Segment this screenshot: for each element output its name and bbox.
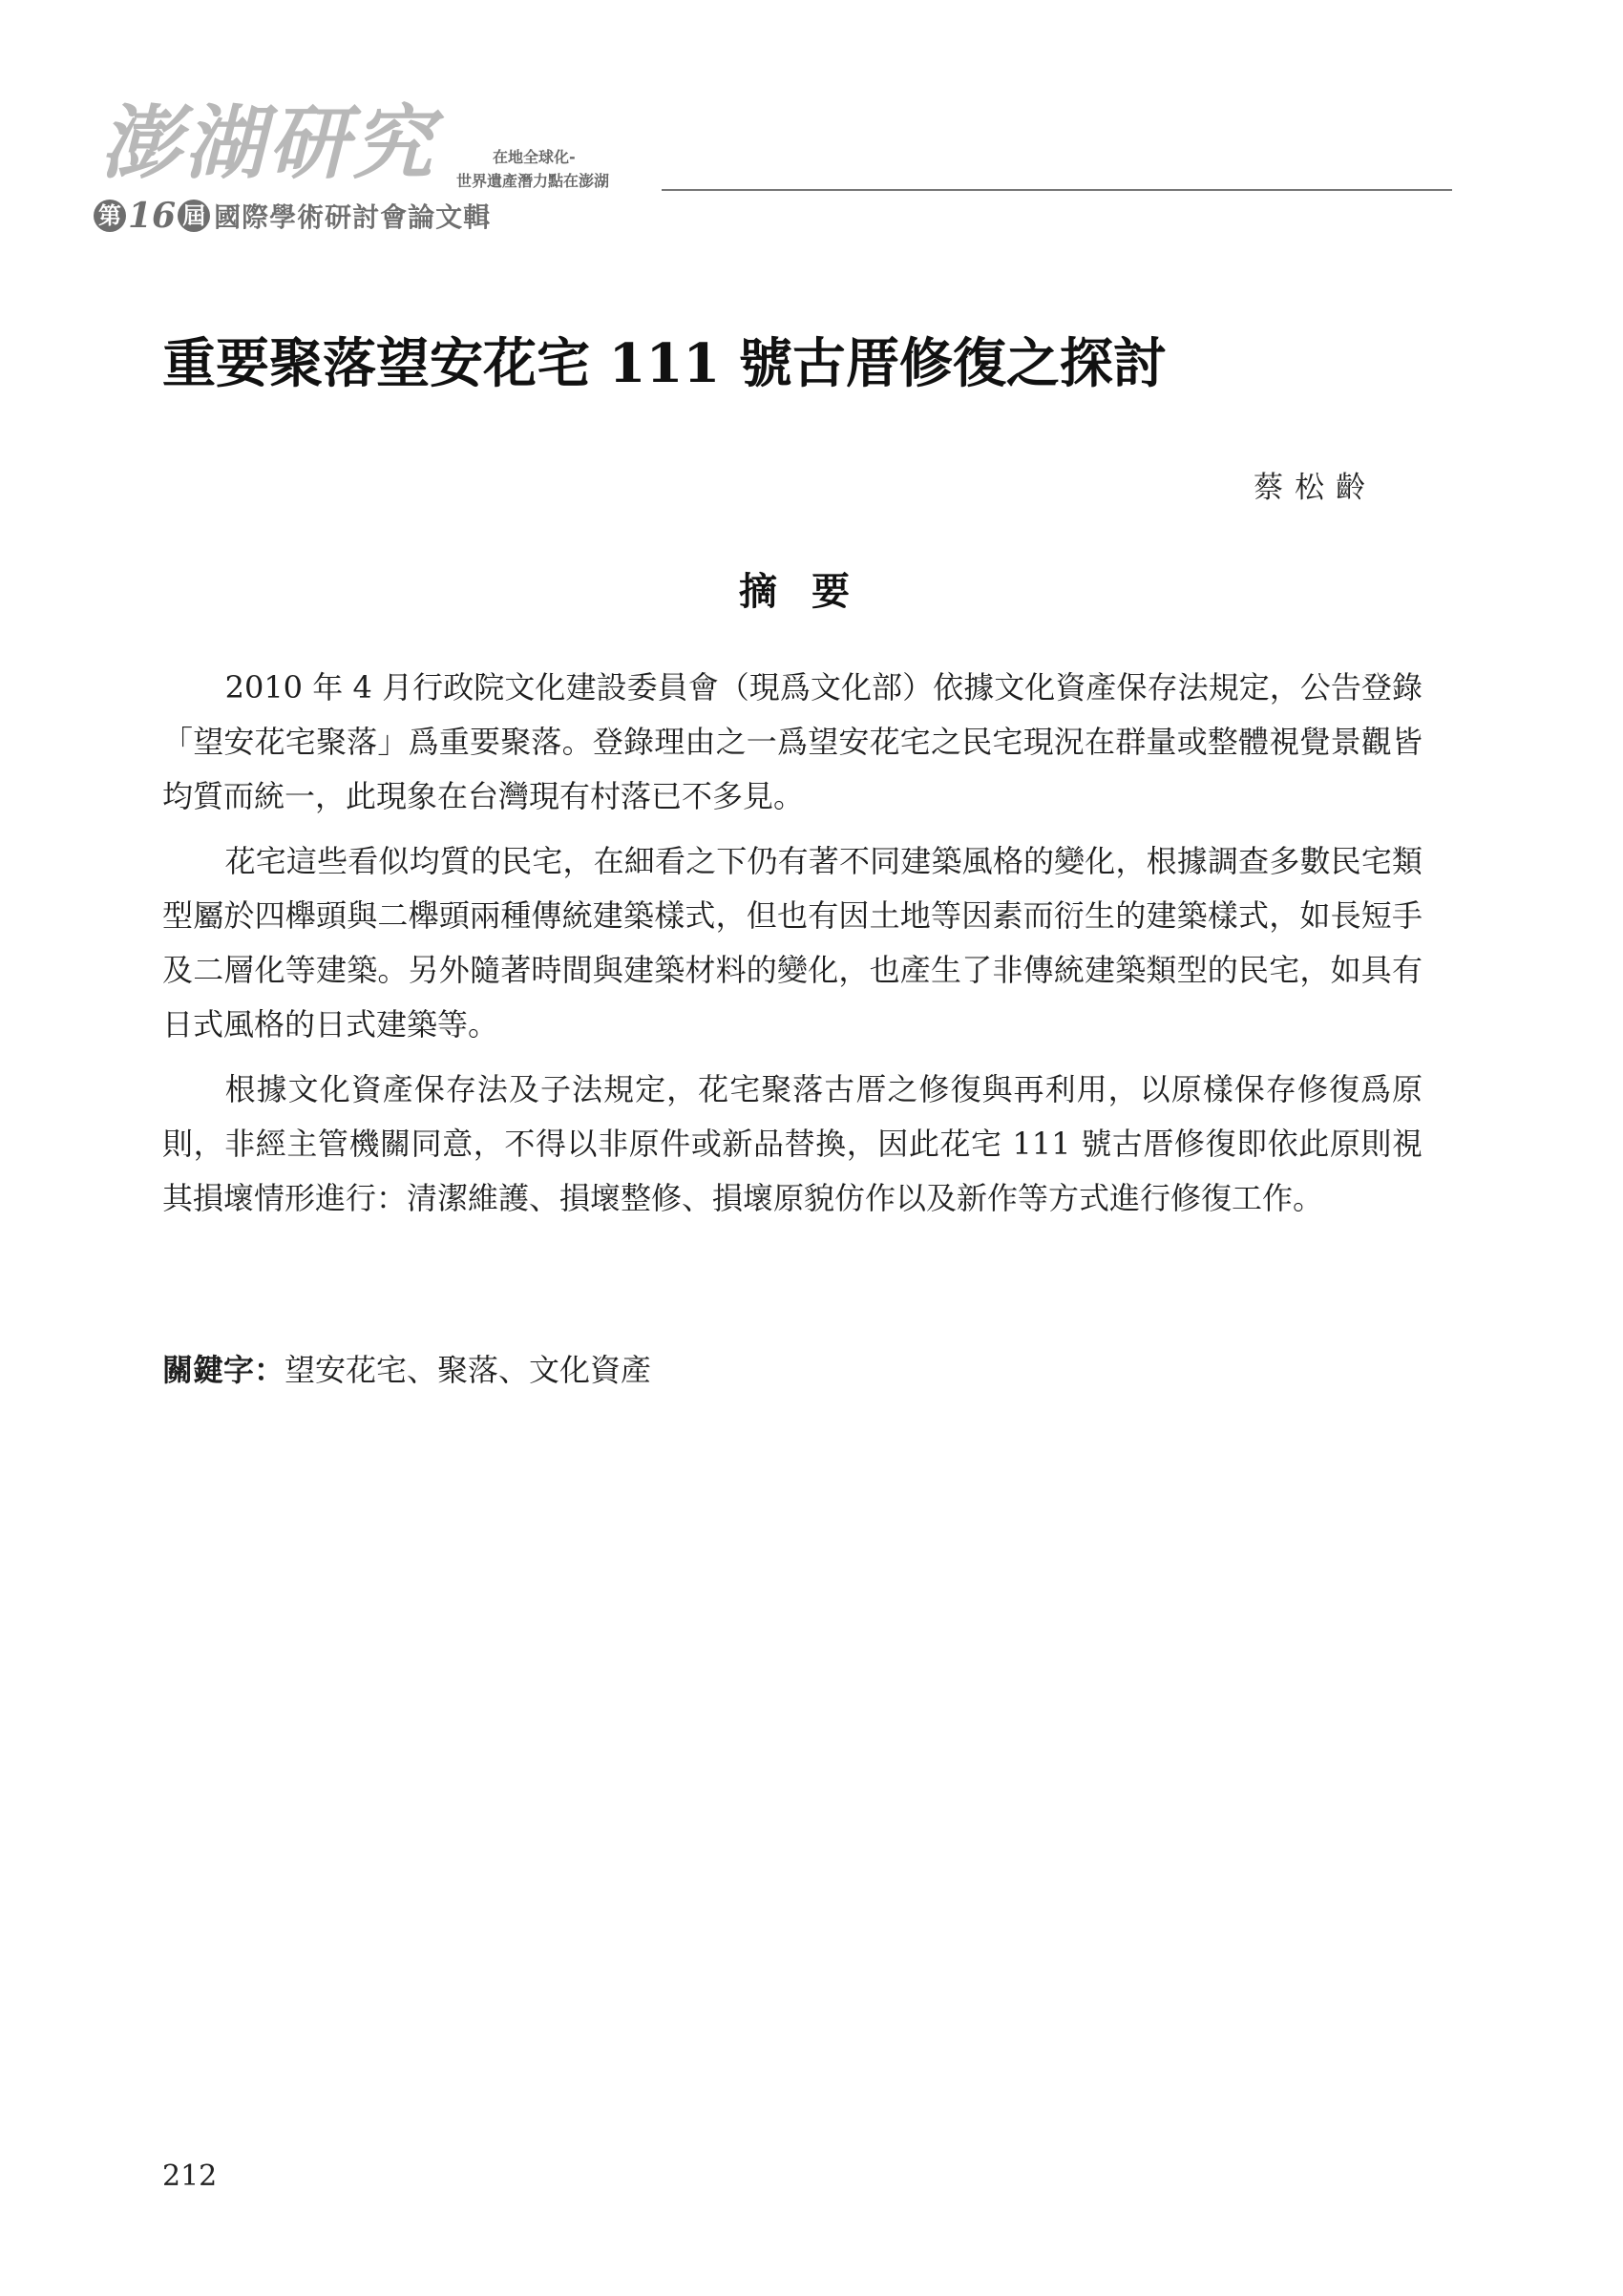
tagline-line-1: 在地全球化- xyxy=(493,148,576,166)
abstract-heading: 摘要 xyxy=(739,569,884,614)
keywords-label: 關鍵字： xyxy=(162,1352,285,1388)
article-title: 重要聚落望安花宅 111 號古厝修復之探討 xyxy=(162,332,1167,395)
author-name: 蔡松齡 xyxy=(1254,471,1377,505)
conference-tagline xyxy=(456,145,609,193)
edition-line xyxy=(94,198,491,234)
page-header xyxy=(0,0,1623,248)
abstract-paragraph-2: 花宅這些看似均質的民宅，在細看之下仍有著不同建築風格的變化，根據調查多數民宅類型屬於四櫸頭與二櫸頭兩種傳統建築樣式，但也有因土地等因素而衍生的建築樣式，如長短手及二層化等建築。另外隨著時間與建築材料的變化，也產生了非傳統建築類型的民宅，如具有日式風格的日式建築等。 xyxy=(162,843,1423,1043)
edition-suffix-badge: 屆 xyxy=(178,200,210,232)
page-number: 212 xyxy=(162,2159,218,2193)
keywords-list: 望安花宅、聚落、文化資產 xyxy=(285,1352,652,1388)
abstract-paragraph-1: 2010 年 4 月行政院文化建設委員會（現爲文化部）依據文化資產保存法規定，公告登錄「望安花宅聚落」爲重要聚落。登錄理由之一爲望安花宅之民宅現況在群量或整體視覺景觀皆均質而統一，此現象在台灣現有村落已不多見。 xyxy=(162,669,1423,814)
abstract-paragraph-3: 根據文化資產保存法及子法規定，花宅聚落古厝之修復與再利用，以原樣保存修復爲原則，非經主管機關同意，不得以非原件或新品替換，因此花宅 111 號古厝修復即依此原則視其損壞情形進行：清潔維護、損壞整修、損壞原貌仿作以及新作等方式進行修復工作。 xyxy=(162,1071,1423,1216)
edition-prefix-badge: 第 xyxy=(94,200,126,232)
header-divider xyxy=(662,189,1452,191)
series-title: 國際學術研討會論文輯 xyxy=(214,201,492,233)
edition-number: 16 xyxy=(128,196,177,236)
keywords-line xyxy=(162,1346,651,1394)
journal-logo: 澎湖研究 xyxy=(100,95,437,190)
tagline-line-2: 世界遺產潛力點在澎湖 xyxy=(456,172,610,190)
abstract-body xyxy=(162,661,1423,1236)
